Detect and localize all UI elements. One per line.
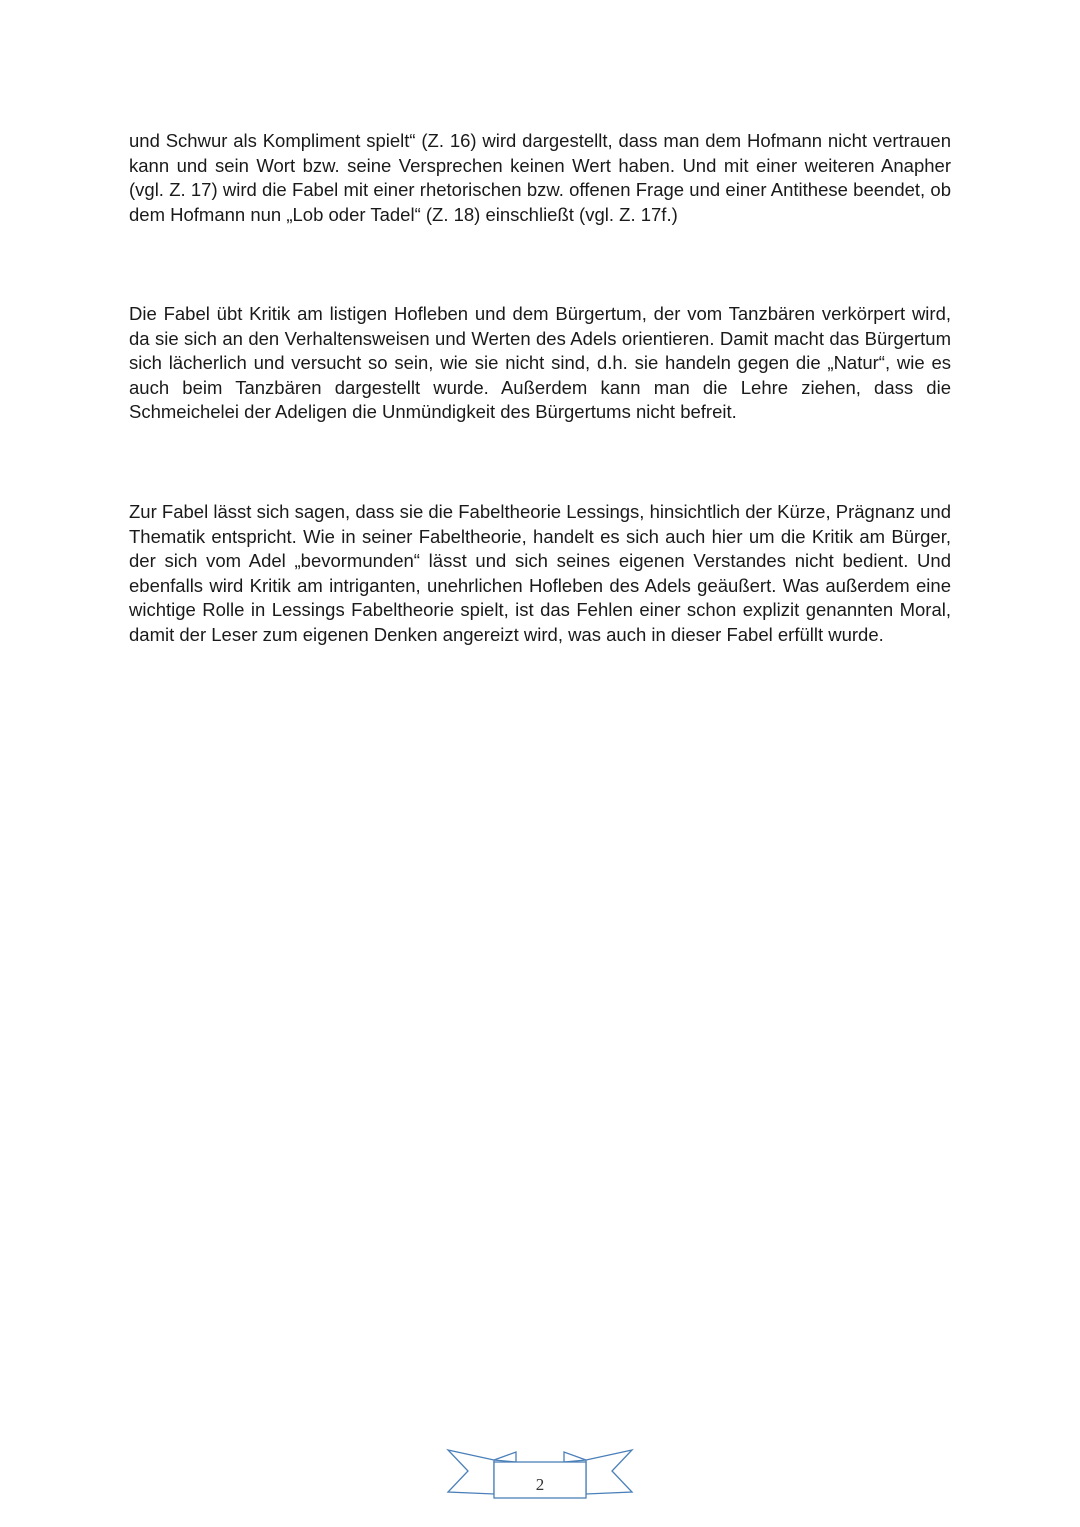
page-number: 2 xyxy=(535,1475,545,1494)
paragraph-critique: Die Fabel übt Kritik am listigen Hofleben und dem Bürgertum, der vom Tanzbären verkörpert wird, da sie sich an den Verhaltensweisen und Werten des Adels orientieren. Damit macht das Bürgertum sich lächerlich und versucht so sein, wie sie nicht sind, d.h. sie handeln gegen die „Natur“, wie es auch beim Tanzbären dargestellt wurde. Außerdem kann man die Lehre ziehen, dass die Schmeichelei der Adeligen die Unmündigkeit des Bürgertums nicht befreit. xyxy=(129,303,951,423)
paragraph-analysis-conclusion: und Schwur als Kompliment spielt“ (Z. 16) wird dargestellt, dass man dem Hofmann nicht vertrauen kann und sein Wort bzw. seine Versprechen keinen Wert haben. Und mit einer weiteren Anapher (vgl. Z. 17) wird die Fabel mit einer rhetorischen bzw. offenen Frage und einer Antithese beendet, ob dem Hofmann nun „Lob oder Tadel“ (Z. 18) einschließt (vgl. Z. 17f.) xyxy=(129,130,951,225)
paragraph-fable-theory: Zur Fabel lässt sich sagen, dass sie die Fabeltheorie Lessings, hinsichtlich der Kürze, Prägnanz und Thematik entspricht. Wie in seiner Fabeltheorie, handelt es sich auch hier um die Kritik am Bürger, der sich vom Adel „bevormunden“ lässt und sich seines eigenen Verstandes nicht bedient. Und ebenfalls wird Kritik am intriganten, unehrlichen Hofleben des Adels geäußert. Was außerdem eine wichtige Rolle in Lessings Fabeltheorie spielt, ist das Fehlen einer schon explizit genannten Moral, damit der Leser zum eigenen Denken angereizt wird, was auch in dieser Fabel erfüllt wurde. xyxy=(129,501,951,645)
